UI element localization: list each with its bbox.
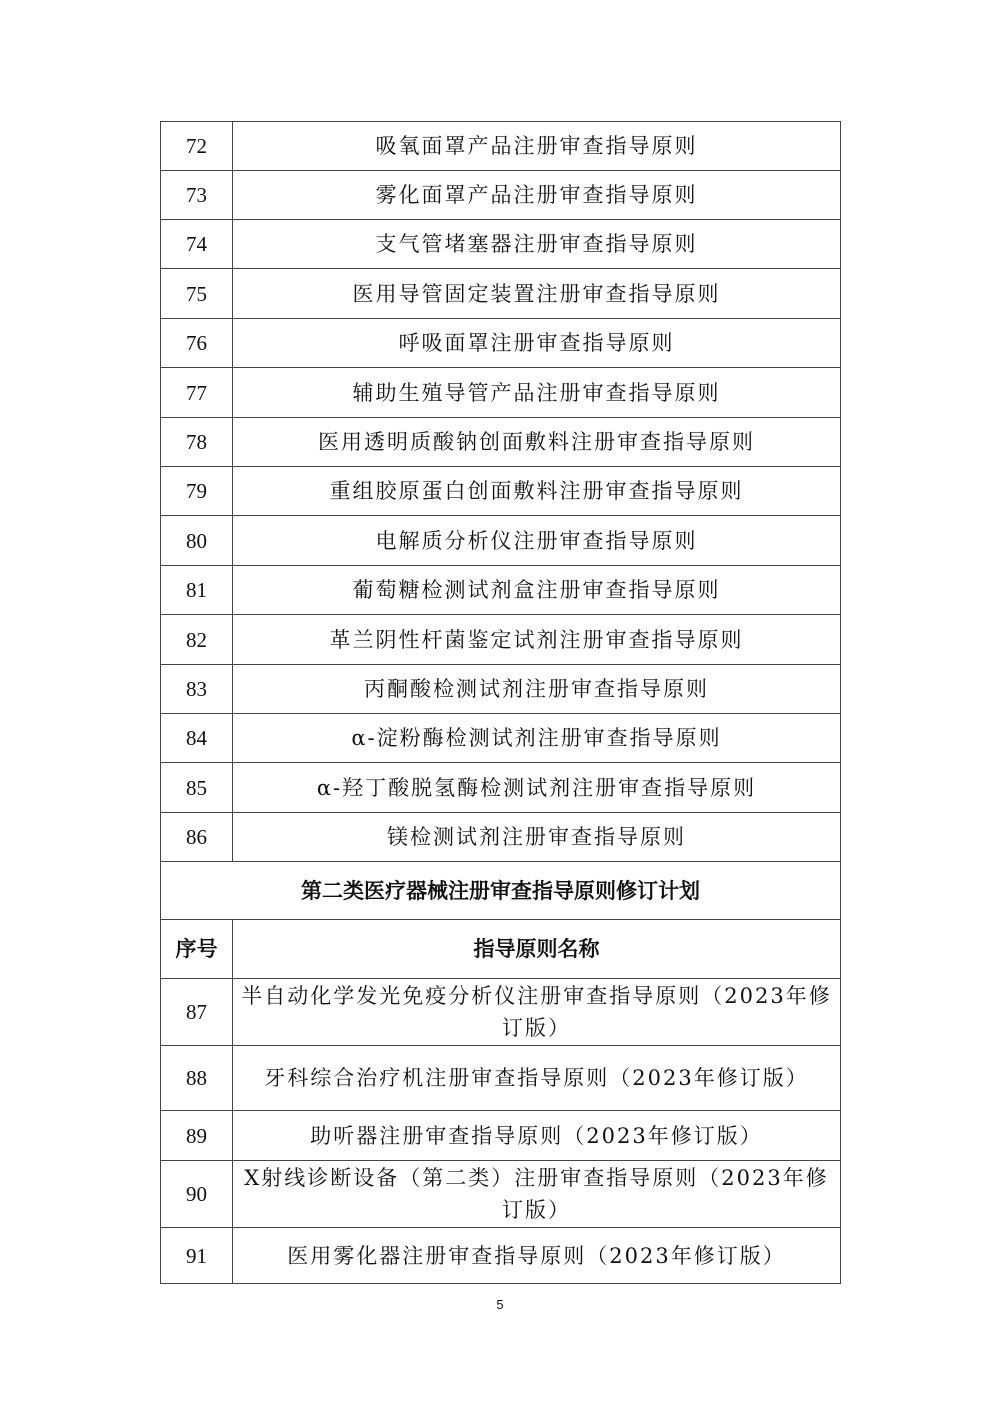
- row-number: 73: [161, 171, 233, 220]
- table-row: [161, 418, 841, 467]
- table-row: [161, 813, 841, 862]
- guideline-name: 丙酮酸检测试剂注册审查指导原则: [233, 665, 841, 714]
- table-row: [161, 368, 841, 418]
- row-number: 75: [161, 269, 233, 319]
- column-header-number: 序号: [161, 920, 233, 979]
- section-title: 第二类医疗器械注册审查指导原则修订计划: [161, 862, 841, 920]
- row-number: 85: [161, 763, 233, 813]
- guideline-name: 重组胶原蛋白创面敷料注册审查指导原则: [233, 467, 841, 516]
- guideline-name: 革兰阴性杆菌鉴定试剂注册审查指导原则: [233, 615, 841, 665]
- row-number: 91: [161, 1228, 233, 1284]
- table-row: [161, 122, 841, 171]
- guideline-name: 助听器注册审查指导原则（2023年修订版）: [233, 1111, 841, 1161]
- guideline-name: 葡萄糖检测试剂盒注册审查指导原则: [233, 566, 841, 615]
- table-row: [161, 1046, 841, 1111]
- row-number: 83: [161, 665, 233, 714]
- guideline-name: 雾化面罩产品注册审查指导原则: [233, 171, 841, 220]
- table-row: [161, 615, 841, 665]
- table-row: [161, 763, 841, 813]
- row-number: 84: [161, 714, 233, 763]
- guideline-name: X射线诊断设备（第二类）注册审查指导原则（2023年修订版）: [233, 1161, 841, 1228]
- column-header-row: [161, 920, 841, 979]
- row-number: 79: [161, 467, 233, 516]
- column-header-name: 指导原则名称: [233, 920, 841, 979]
- guideline-name: 医用雾化器注册审查指导原则（2023年修订版）: [233, 1228, 841, 1284]
- row-number: 74: [161, 220, 233, 269]
- guideline-name: 支气管堵塞器注册审查指导原则: [233, 220, 841, 269]
- table-row: [161, 1111, 841, 1161]
- table-row: [161, 1228, 841, 1284]
- guideline-name: 镁检测试剂注册审查指导原则: [233, 813, 841, 862]
- guideline-name: α-淀粉酶检测试剂注册审查指导原则: [233, 714, 841, 763]
- table-row: [161, 1161, 841, 1228]
- page-number: 5: [496, 1297, 504, 1312]
- guideline-table: [160, 121, 841, 1284]
- table-row: [161, 979, 841, 1046]
- row-number: 87: [161, 979, 233, 1046]
- guideline-name: 半自动化学发光免疫分析仪注册审查指导原则（2023年修订版）: [233, 979, 841, 1046]
- row-number: 82: [161, 615, 233, 665]
- row-number: 81: [161, 566, 233, 615]
- table-row: [161, 467, 841, 516]
- row-number: 80: [161, 516, 233, 566]
- table-row: [161, 566, 841, 615]
- guideline-name: α-羟丁酸脱氢酶检测试剂注册审查指导原则: [233, 763, 841, 813]
- row-number: 89: [161, 1111, 233, 1161]
- table-row: [161, 171, 841, 220]
- guideline-name: 辅助生殖导管产品注册审查指导原则: [233, 368, 841, 418]
- guideline-name: 吸氧面罩产品注册审查指导原则: [233, 122, 841, 171]
- row-number: 72: [161, 122, 233, 171]
- table-row: [161, 220, 841, 269]
- row-number: 88: [161, 1046, 233, 1111]
- row-number: 77: [161, 368, 233, 418]
- table-row: [161, 665, 841, 714]
- guideline-name: 呼吸面罩注册审查指导原则: [233, 319, 841, 368]
- guideline-name: 电解质分析仪注册审查指导原则: [233, 516, 841, 566]
- table-row: [161, 516, 841, 566]
- guideline-name: 医用导管固定装置注册审查指导原则: [233, 269, 841, 319]
- row-number: 76: [161, 319, 233, 368]
- row-number: 90: [161, 1161, 233, 1228]
- table-row: [161, 714, 841, 763]
- table-row: [161, 269, 841, 319]
- row-number: 78: [161, 418, 233, 467]
- guideline-name: 医用透明质酸钠创面敷料注册审查指导原则: [233, 418, 841, 467]
- table-row: [161, 319, 841, 368]
- section-header-row: [161, 862, 841, 920]
- guideline-name: 牙科综合治疗机注册审查指导原则（2023年修订版）: [233, 1046, 841, 1111]
- row-number: 86: [161, 813, 233, 862]
